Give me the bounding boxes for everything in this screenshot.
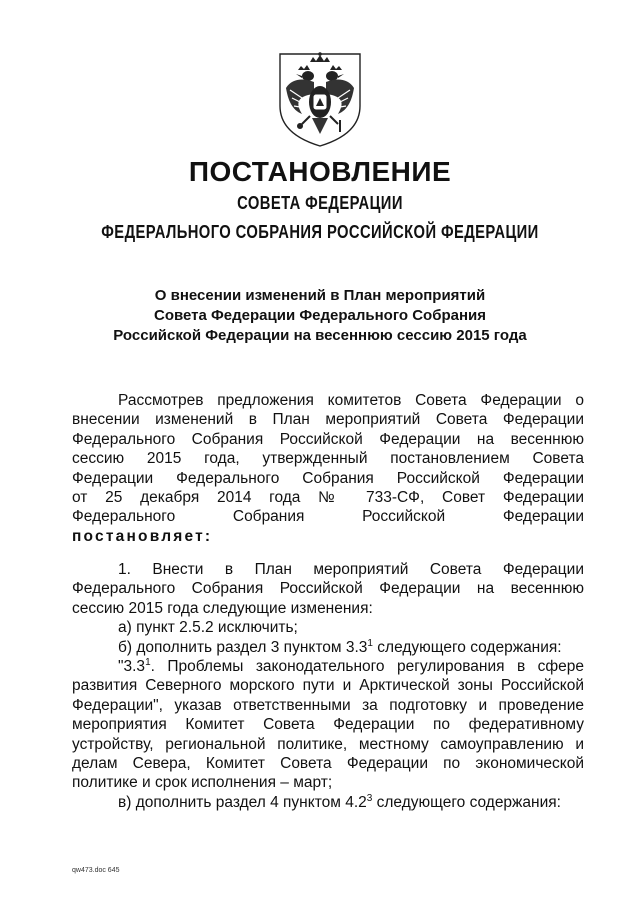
text-line: 1. Внести в План мероприятий Совета Федерации: [118, 561, 584, 578]
subitem-a: а) пункт 2.5.2 исключить;: [118, 619, 298, 637]
text-line: от 25 декабря 2014 года № 733-СФ, Совет Федерации: [72, 489, 584, 507]
document-subtitle-council: СОВЕТА ФЕДЕРАЦИИ: [237, 193, 403, 213]
text-line: Федерации", указав ответственными за подготовку и проведение: [72, 696, 584, 714]
preamble-paragraph: [72, 391, 584, 546]
subitem-b-tail: следующего содержания:: [372, 638, 562, 656]
text-line: мероприятия Комитет Совета Федерации по федеративному: [72, 716, 584, 734]
text-line: Федерального Собрания Российской Федерации: [72, 508, 584, 526]
subitem-b-text: б) дополнить раздел 3 пунктом 3.3: [118, 638, 368, 656]
document-subtitle-assembly: ФЕДЕРАЛЬНОГО СОБРАНИЯ РОССИЙСКОЙ ФЕДЕРАЦИИ: [101, 222, 539, 242]
quoted-text-line: [72, 657, 584, 676]
subitem-v-tail: следующего содержания:: [372, 793, 561, 811]
document-subject: [0, 286, 640, 346]
subject-line: Совета Федерации Федерального Собрания: [153, 307, 487, 324]
file-code-footer: qw473.doc 645: [72, 867, 120, 874]
subitem-v: [72, 793, 584, 812]
superscript: 3: [366, 792, 373, 804]
text-line: развития Северного морского пути и Арктической зоны Российской: [72, 677, 584, 695]
subject-line: Российской Федерации на весеннюю сессию 2015 года: [113, 327, 527, 344]
coat-of-arms-emblem: [274, 48, 366, 148]
text-line: делам Севера, Комитет Совета Федерации по экономической: [72, 755, 584, 773]
resolves-word: постановляет:: [72, 527, 213, 545]
text-line: политике и срок исполнения – март;: [72, 774, 333, 792]
text-line: Федерального Собрания Российской Федерации на весеннюю: [72, 580, 584, 598]
text-line: Рассмотрев предложения комитетов Совета Федерации о: [118, 392, 584, 409]
subitem-b: [72, 638, 584, 657]
superscript: 1: [367, 637, 373, 649]
document-title: ПОСТАНОВЛЕНИЕ: [188, 156, 452, 187]
text-line: Федерального Собрания Российской Федерации на весеннюю: [72, 430, 584, 448]
text-line: сессию 2015 года, утвержденный постановлением Совета: [72, 450, 584, 468]
text-line: внесении изменений в План мероприятий Совета Федерации: [72, 411, 584, 429]
quote-number: "3.3: [118, 658, 146, 676]
subject-line: О внесении изменений в План мероприятий: [154, 287, 486, 304]
quote-text: . Проблемы законодательного регулирования в сфере: [150, 658, 584, 676]
text-line: устройству, региональной политике, местному самоуправлению и: [72, 735, 584, 753]
text-line: сессию 2015 года следующие изменения:: [72, 599, 373, 617]
superscript: 1: [145, 657, 151, 669]
item-1-section: [72, 560, 584, 812]
text-line: Федерации Федерального Собрания Российской Федерации: [72, 469, 584, 487]
subitem-v-text: в) дополнить раздел 4 пунктом 4.2: [118, 793, 367, 811]
